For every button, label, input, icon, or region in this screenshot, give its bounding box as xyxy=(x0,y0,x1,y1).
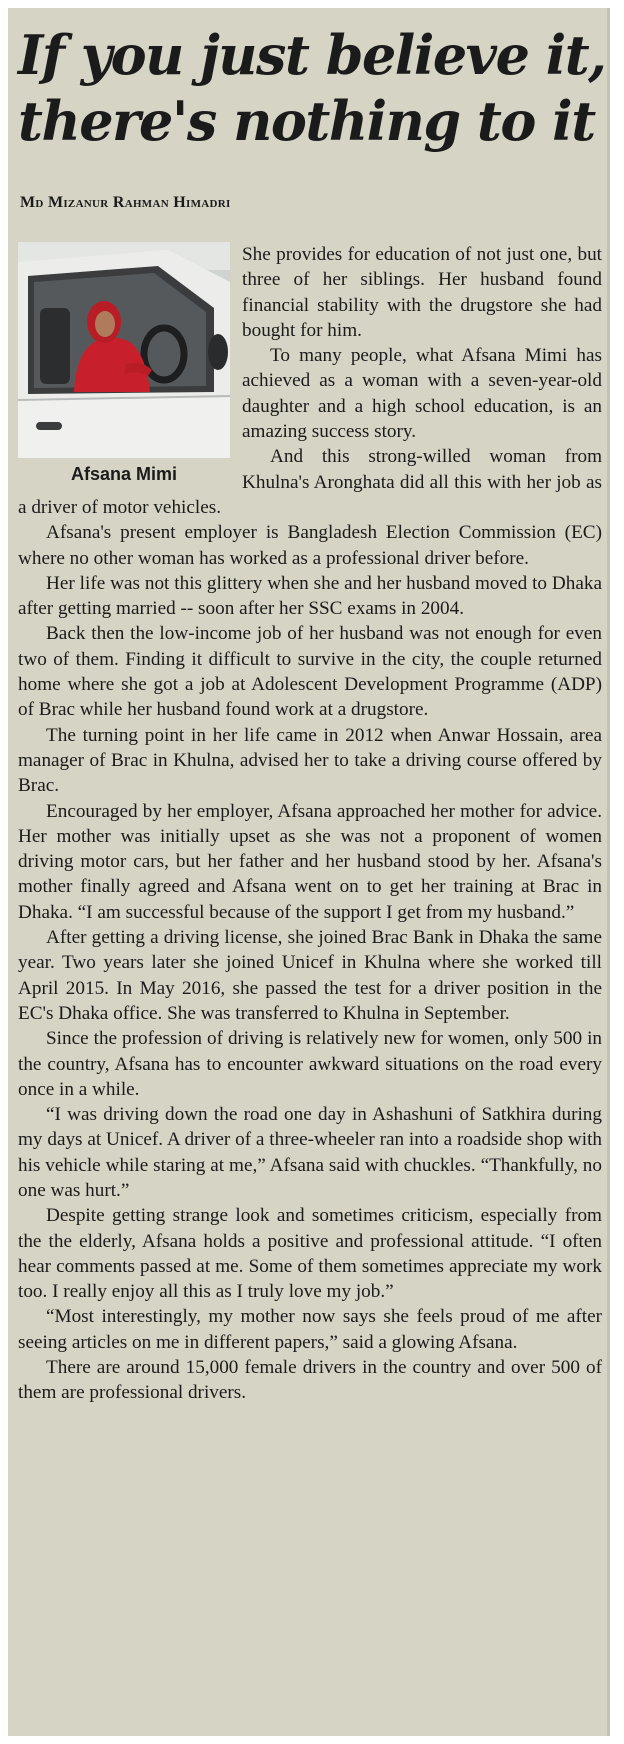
article-paragraph: Back then the low-income job of her husband was not enough for even two of them. Finding it difficult to survive in the city, the couple returned home where she got a job at Adolescent Development Programme (ADP) of Brac while her husband found work at a drugstore. xyxy=(18,623,602,721)
newspaper-clipping xyxy=(8,8,610,1736)
article-body xyxy=(18,242,602,1406)
figure-spacer xyxy=(18,242,242,482)
article-paragraph: There are around 15,000 female drivers in the country and over 500 of them are professional drivers. xyxy=(18,1357,602,1404)
article-headline xyxy=(18,22,608,154)
article-paragraph: After getting a driving license, she joined Brac Bank in Dhaka the same year. Two years later she joined Unicef in Khulna where she worked till April 2015. In May 2016, she passed the test for a driver position in the EC's Dhaka office. She was transferred to Khulna in September. xyxy=(18,927,602,1024)
headline-line-2: there's nothing to it xyxy=(18,89,595,153)
photo-caption: Afsana Mimi xyxy=(70,464,178,484)
article-paragraph: “Most interestingly, my mother now says she feels proud of me after seeing articles on me in different papers,” said a glowing Afsana. xyxy=(18,1306,602,1353)
article-paragraph: The turning point in her life came in 2012 when Anwar Hossain, area manager of Brac in Khulna, advised her to take a driving course offered by Brac. xyxy=(18,724,602,797)
article-paragraph: Since the profession of driving is relatively new for women, only 500 in the country, Afsana has to encounter awkward situations on the road every once in a while. xyxy=(18,1028,602,1100)
article-paragraph: “I was driving down the road one day in Ashashuni of Satkhira during my days at Unicef. A driver of a three-wheeler ran into a roadside shop with his vehicle while staring at me,” Afsana said with chuckles. “Thankfully, no one was hurt.” xyxy=(18,1104,602,1201)
article-byline: Md Mizanur Rahman Himadri xyxy=(20,194,231,211)
headline-line-1: If you just believe it, xyxy=(18,23,606,87)
article-paragraph: She provides for education of not just one, but three of her siblings. Her husband found financial stability with the drugstore she had bought for him. xyxy=(242,244,602,341)
article-paragraph: Despite getting strange look and sometimes criticism, especially from the the elderly, Afsana holds a positive and professional attitude. “I often hear comments passed at me. Some of them sometimes appreciate my work too. I really enjoy all this as I truly love my job.” xyxy=(18,1205,602,1303)
article-paragraph: To many people, what Afsana Mimi has achieved as a woman with a seven-year-old daughter and a high school education, is an amazing success story. xyxy=(242,345,602,443)
article-paragraph: Encouraged by her employer, Afsana approached her mother for advice. Her mother was initially upset as she was not a proponent of women driving motor cars, but her father and her husband stood by her. Afsana's mother finally agreed and Afsana went on to get her training at Brac in Dhaka. “I am successful because of the support I get from my husband.” xyxy=(18,800,602,923)
article-paragraph: Her life was not this glittery when she and her husband moved to Dhaka after getting married -- soon after her SSC exams in 2004. xyxy=(18,572,602,620)
article-paragraph: Afsana's present employer is Bangladesh Election Commission (EC) where no other woman has worked as a professional driver before. xyxy=(18,522,602,569)
article-paragraph: And this strong-willed woman from Khulna's Aronghata did all this with her job as a driver of motor vehicles. xyxy=(18,446,602,518)
